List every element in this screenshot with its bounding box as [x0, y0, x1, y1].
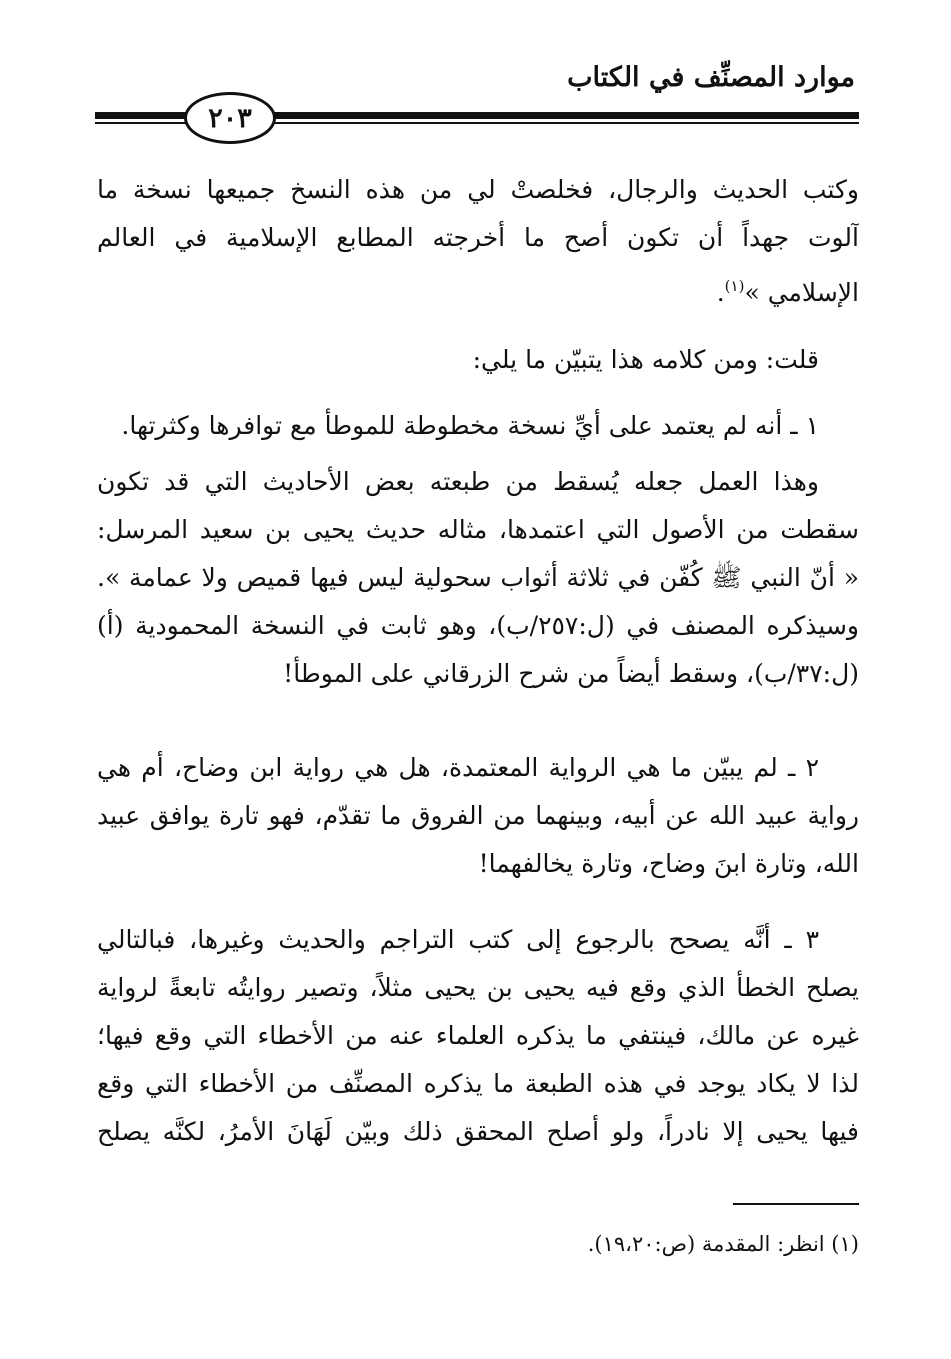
paragraph-line: آلوت جهداً أن تكون أصح ما أخرجته المطابع الإسلامية في العالم [97, 223, 859, 252]
paragraph-line: قلت: ومن كلامه هذا يتبيّن ما يلي: [472, 345, 819, 374]
paragraph-line: رواية عبيد الله عن أبيه، وبينهما من الفروق ما تقدّم، فهو تارة يوافق عبيد [97, 801, 859, 830]
footnote-ref: (١) [724, 277, 745, 295]
paragraph-line: الله، وتارة ابنَ وضاح، وتارة يخالفهما! [478, 849, 859, 878]
paragraph-line: فيها يحيى إلا نادراً، ولو أصلح المحقق ذلك وبيّن لَهَانَ الأمرُ، لكنَّه يصلح [97, 1117, 859, 1146]
paragraph-line: ٣ ـ أنَّه يصحح بالرجوع إلى كتب التراجم والحديث وغيرها، فبالتالي [97, 925, 819, 954]
sentence-end: . [716, 278, 725, 307]
paragraph-line: وسيذكره المصنف في (ل:٢٥٧/ب)، وهو ثابت في النسخة المحمودية (أ) [97, 611, 859, 640]
paragraph-line: وكتب الحديث والرجال، فخلصتْ لي من هذه النسخ جميعها نسخة ما [97, 175, 859, 204]
paragraph-line: غيره عن مالك، فينتفي ما يذكره العلماء عنه من الأخطاء التي وقع فيها؛ [97, 1021, 859, 1050]
quote-end-text: الإسلامي » [744, 278, 859, 307]
paragraph-5 [97, 744, 859, 888]
paragraph-3 [97, 402, 819, 450]
paragraph-line: يصلح الخطأ الذي وقع فيه يحيى بن يحيى مثلاً، وتصير روايتُه تابعةً لرواية [97, 973, 859, 1002]
paragraph-2 [97, 336, 819, 384]
paragraph-6 [97, 916, 859, 1156]
paragraph-line: « أنّ النبي ﷺ كُفّن في ثلاثة أثواب سحولية ليس فيها قميص ولا عمامة ». [97, 563, 859, 592]
paragraph-line: سقطت من الأصول التي اعتمدها، مثاله حديث يحيى بن سعيد المرسل: [97, 515, 859, 544]
paragraph-1 [97, 166, 859, 317]
paragraph-4 [97, 458, 859, 698]
paragraph-line: ١ ـ أنه لم يعتمد على أيِّ نسخة مخطوطة للموطأ مع توافرها وكثرتها. [121, 411, 819, 440]
running-title: موارد المصنِّف في الكتاب [567, 62, 855, 93]
paragraph-line: (ل:٣٧/ب)، وسقط أيضاً من شرح الزرقاني على الموطأ! [283, 659, 859, 688]
paragraph-line [97, 262, 859, 317]
footnote-separator [733, 1203, 859, 1205]
paragraph-line: ٢ ـ لم يبيّن ما هي الرواية المعتمدة، هل هي رواية ابن وضاح، أم هي [97, 753, 819, 782]
page-number: ٢٠٣ [184, 92, 276, 144]
footnote: (١) انظر: المقدمة (ص:١٩،٢٠). [587, 1232, 859, 1256]
paragraph-line: وهذا العمل جعله يُسقط من طبعته بعض الأحاديث التي قد تكون [97, 467, 819, 496]
paragraph-line: لذا لا يكاد يوجد في هذه الطبعة ما يذكره المصنِّف من الأخطاء التي وقع [97, 1069, 859, 1098]
